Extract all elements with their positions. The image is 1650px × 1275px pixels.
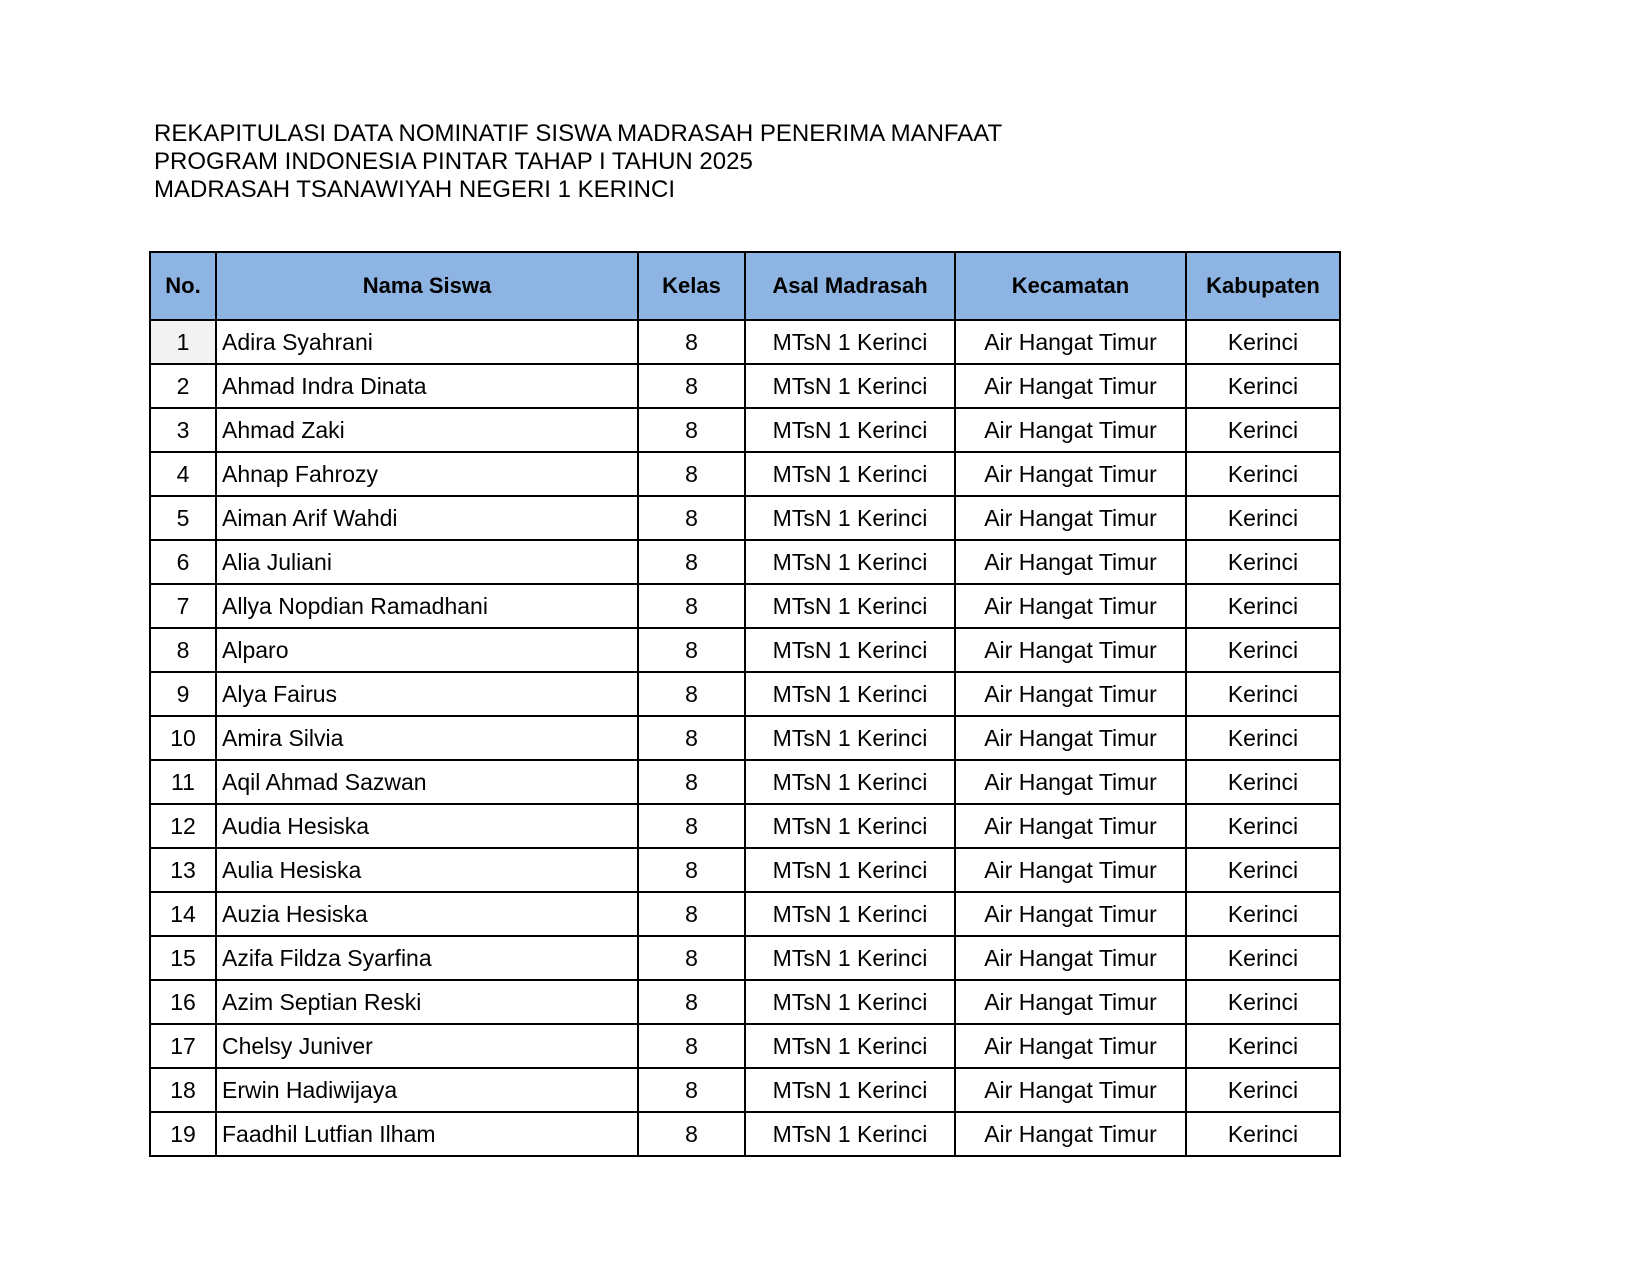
- cell-kelas: 8: [638, 408, 745, 452]
- table-row: [150, 980, 1340, 1024]
- cell-kabupaten: Kerinci: [1186, 760, 1340, 804]
- cell-nama-siswa: Allya Nopdian Ramadhani: [216, 584, 638, 628]
- cell-nama-siswa: Azim Septian Reski: [216, 980, 638, 1024]
- table-header-row: [150, 252, 1340, 320]
- table-row: [150, 892, 1340, 936]
- table-row: [150, 540, 1340, 584]
- cell-kelas: 8: [638, 1024, 745, 1068]
- cell-no: 2: [150, 364, 216, 408]
- cell-kecamatan: Air Hangat Timur: [955, 848, 1186, 892]
- cell-nama-siswa: Aqil Ahmad Sazwan: [216, 760, 638, 804]
- cell-kabupaten: Kerinci: [1186, 1024, 1340, 1068]
- cell-kecamatan: Air Hangat Timur: [955, 320, 1186, 364]
- cell-asal-madrasah: MTsN 1 Kerinci: [745, 364, 955, 408]
- cell-kecamatan: Air Hangat Timur: [955, 496, 1186, 540]
- table-row: [150, 364, 1340, 408]
- cell-kabupaten: Kerinci: [1186, 408, 1340, 452]
- header-no: No.: [150, 252, 216, 320]
- cell-nama-siswa: Auzia Hesiska: [216, 892, 638, 936]
- cell-asal-madrasah: MTsN 1 Kerinci: [745, 672, 955, 716]
- cell-no: 4: [150, 452, 216, 496]
- title-line-2: PROGRAM INDONESIA PINTAR TAHAP I TAHUN 2025: [154, 148, 753, 175]
- cell-no: 14: [150, 892, 216, 936]
- cell-kecamatan: Air Hangat Timur: [955, 804, 1186, 848]
- table-row: [150, 760, 1340, 804]
- table-row: [150, 496, 1340, 540]
- cell-kecamatan: Air Hangat Timur: [955, 1068, 1186, 1112]
- table-row: [150, 1068, 1340, 1112]
- cell-kabupaten: Kerinci: [1186, 672, 1340, 716]
- cell-no: 15: [150, 936, 216, 980]
- cell-asal-madrasah: MTsN 1 Kerinci: [745, 496, 955, 540]
- cell-no: 8: [150, 628, 216, 672]
- header-nama-siswa: Nama Siswa: [216, 252, 638, 320]
- cell-asal-madrasah: MTsN 1 Kerinci: [745, 760, 955, 804]
- cell-kelas: 8: [638, 1112, 745, 1156]
- cell-nama-siswa: Ahmad Zaki: [216, 408, 638, 452]
- header-asal-madrasah: Asal Madrasah: [745, 252, 955, 320]
- cell-kabupaten: Kerinci: [1186, 584, 1340, 628]
- cell-asal-madrasah: MTsN 1 Kerinci: [745, 320, 955, 364]
- cell-kecamatan: Air Hangat Timur: [955, 760, 1186, 804]
- header-kelas: Kelas: [638, 252, 745, 320]
- cell-kabupaten: Kerinci: [1186, 892, 1340, 936]
- cell-kabupaten: Kerinci: [1186, 320, 1340, 364]
- cell-nama-siswa: Ahnap Fahrozy: [216, 452, 638, 496]
- cell-kabupaten: Kerinci: [1186, 804, 1340, 848]
- cell-nama-siswa: Alya Fairus: [216, 672, 638, 716]
- cell-kabupaten: Kerinci: [1186, 540, 1340, 584]
- cell-kabupaten: Kerinci: [1186, 1112, 1340, 1156]
- cell-asal-madrasah: MTsN 1 Kerinci: [745, 1024, 955, 1068]
- cell-no: 9: [150, 672, 216, 716]
- cell-kelas: 8: [638, 716, 745, 760]
- cell-kecamatan: Air Hangat Timur: [955, 408, 1186, 452]
- cell-kelas: 8: [638, 496, 745, 540]
- cell-kecamatan: Air Hangat Timur: [955, 980, 1186, 1024]
- cell-asal-madrasah: MTsN 1 Kerinci: [745, 804, 955, 848]
- cell-no: 19: [150, 1112, 216, 1156]
- cell-kecamatan: Air Hangat Timur: [955, 584, 1186, 628]
- title-line-1: REKAPITULASI DATA NOMINATIF SISWA MADRASAH PENERIMA MANFAAT: [154, 120, 1003, 147]
- cell-asal-madrasah: MTsN 1 Kerinci: [745, 628, 955, 672]
- cell-nama-siswa: Alia Juliani: [216, 540, 638, 584]
- title-line-3: MADRASAH TSANAWIYAH NEGERI 1 KERINCI: [154, 176, 675, 203]
- cell-kelas: 8: [638, 1068, 745, 1112]
- cell-kelas: 8: [638, 936, 745, 980]
- cell-asal-madrasah: MTsN 1 Kerinci: [745, 1068, 955, 1112]
- table-row: [150, 1024, 1340, 1068]
- table-row: [150, 804, 1340, 848]
- cell-kelas: 8: [638, 364, 745, 408]
- cell-nama-siswa: Chelsy Juniver: [216, 1024, 638, 1068]
- cell-kabupaten: Kerinci: [1186, 980, 1340, 1024]
- cell-kecamatan: Air Hangat Timur: [955, 540, 1186, 584]
- cell-kecamatan: Air Hangat Timur: [955, 1024, 1186, 1068]
- cell-no: 1: [150, 320, 216, 364]
- cell-nama-siswa: Adira Syahrani: [216, 320, 638, 364]
- cell-kelas: 8: [638, 804, 745, 848]
- cell-no: 12: [150, 804, 216, 848]
- cell-kabupaten: Kerinci: [1186, 364, 1340, 408]
- cell-no: 5: [150, 496, 216, 540]
- cell-kabupaten: Kerinci: [1186, 1068, 1340, 1112]
- table-row: [150, 452, 1340, 496]
- cell-kabupaten: Kerinci: [1186, 716, 1340, 760]
- cell-nama-siswa: Aiman Arif Wahdi: [216, 496, 638, 540]
- table-row: [150, 408, 1340, 452]
- cell-kabupaten: Kerinci: [1186, 452, 1340, 496]
- table-body: [150, 320, 1340, 1156]
- cell-no: 13: [150, 848, 216, 892]
- cell-no: 3: [150, 408, 216, 452]
- cell-nama-siswa: Alparo: [216, 628, 638, 672]
- cell-kecamatan: Air Hangat Timur: [955, 716, 1186, 760]
- cell-no: 11: [150, 760, 216, 804]
- cell-no: 17: [150, 1024, 216, 1068]
- cell-nama-siswa: Azifa Fildza Syarfina: [216, 936, 638, 980]
- cell-nama-siswa: Aulia Hesiska: [216, 848, 638, 892]
- cell-kabupaten: Kerinci: [1186, 936, 1340, 980]
- cell-no: 7: [150, 584, 216, 628]
- cell-no: 6: [150, 540, 216, 584]
- table-row: [150, 936, 1340, 980]
- cell-kelas: 8: [638, 540, 745, 584]
- cell-nama-siswa: Amira Silvia: [216, 716, 638, 760]
- cell-kecamatan: Air Hangat Timur: [955, 892, 1186, 936]
- cell-kecamatan: Air Hangat Timur: [955, 1112, 1186, 1156]
- cell-asal-madrasah: MTsN 1 Kerinci: [745, 584, 955, 628]
- cell-kecamatan: Air Hangat Timur: [955, 672, 1186, 716]
- cell-kelas: 8: [638, 452, 745, 496]
- cell-asal-madrasah: MTsN 1 Kerinci: [745, 408, 955, 452]
- cell-kelas: 8: [638, 584, 745, 628]
- table-row: [150, 1112, 1340, 1156]
- cell-no: 16: [150, 980, 216, 1024]
- cell-kelas: 8: [638, 760, 745, 804]
- cell-nama-siswa: Ahmad Indra Dinata: [216, 364, 638, 408]
- cell-kelas: 8: [638, 628, 745, 672]
- cell-asal-madrasah: MTsN 1 Kerinci: [745, 452, 955, 496]
- cell-asal-madrasah: MTsN 1 Kerinci: [745, 1112, 955, 1156]
- cell-kecamatan: Air Hangat Timur: [955, 452, 1186, 496]
- cell-kelas: 8: [638, 892, 745, 936]
- table-row: [150, 716, 1340, 760]
- cell-asal-madrasah: MTsN 1 Kerinci: [745, 848, 955, 892]
- table-row: [150, 320, 1340, 364]
- cell-nama-siswa: Audia Hesiska: [216, 804, 638, 848]
- cell-kecamatan: Air Hangat Timur: [955, 936, 1186, 980]
- table-row: [150, 848, 1340, 892]
- table-row: [150, 628, 1340, 672]
- cell-kabupaten: Kerinci: [1186, 628, 1340, 672]
- student-table: [149, 251, 1341, 1157]
- cell-asal-madrasah: MTsN 1 Kerinci: [745, 980, 955, 1024]
- header-kecamatan: Kecamatan: [955, 252, 1186, 320]
- cell-nama-siswa: Erwin Hadiwijaya: [216, 1068, 638, 1112]
- cell-kelas: 8: [638, 320, 745, 364]
- cell-asal-madrasah: MTsN 1 Kerinci: [745, 936, 955, 980]
- cell-kabupaten: Kerinci: [1186, 848, 1340, 892]
- cell-asal-madrasah: MTsN 1 Kerinci: [745, 716, 955, 760]
- cell-asal-madrasah: MTsN 1 Kerinci: [745, 892, 955, 936]
- document-title: [154, 120, 1002, 204]
- cell-no: 18: [150, 1068, 216, 1112]
- cell-asal-madrasah: MTsN 1 Kerinci: [745, 540, 955, 584]
- cell-kecamatan: Air Hangat Timur: [955, 364, 1186, 408]
- cell-kelas: 8: [638, 848, 745, 892]
- cell-kelas: 8: [638, 980, 745, 1024]
- header-kabupaten: Kabupaten: [1186, 252, 1340, 320]
- table-row: [150, 672, 1340, 716]
- cell-kecamatan: Air Hangat Timur: [955, 628, 1186, 672]
- cell-kelas: 8: [638, 672, 745, 716]
- cell-nama-siswa: Faadhil Lutfian Ilham: [216, 1112, 638, 1156]
- cell-no: 10: [150, 716, 216, 760]
- cell-kabupaten: Kerinci: [1186, 496, 1340, 540]
- table-row: [150, 584, 1340, 628]
